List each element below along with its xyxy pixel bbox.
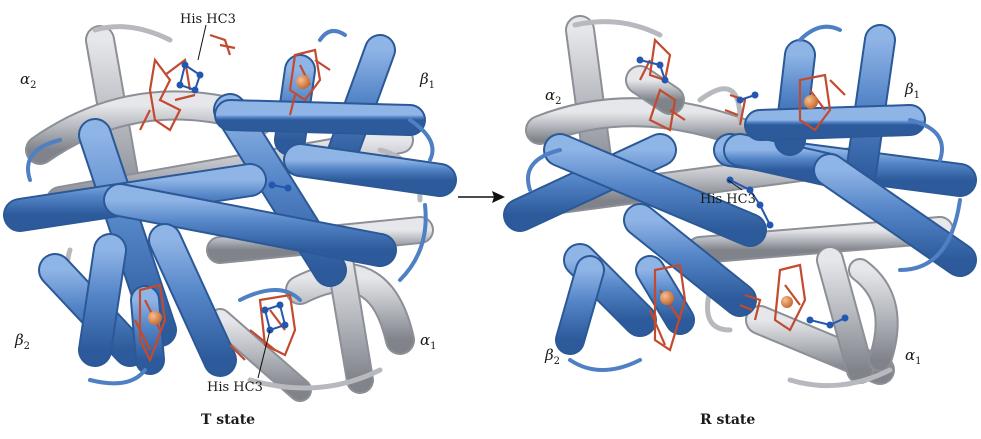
t-label-alpha2 <box>20 72 37 91</box>
t-alpha1-subscript: 1 <box>430 341 437 352</box>
r-label-beta2 <box>545 348 560 367</box>
r-label-alpha2 <box>545 88 562 107</box>
r-beta1-symbol: β <box>905 80 914 98</box>
t-alpha2-symbol: α <box>20 70 31 88</box>
r-beta2-subscript: 2 <box>553 356 561 367</box>
t-beta2-subscript: 2 <box>23 341 31 352</box>
t-state-caption: T state <box>201 412 256 428</box>
r-beta2-symbol: β <box>545 346 554 364</box>
t-beta1-symbol: β <box>420 70 429 88</box>
transition-arrow <box>458 191 505 203</box>
t-alpha2-subscript: 2 <box>30 80 37 91</box>
t-his-hc3-top-label: His HC3 <box>180 12 236 27</box>
r-label-alpha1 <box>905 348 922 367</box>
t-beta1-subscript: 1 <box>428 80 436 91</box>
t-alpha1-symbol: α <box>420 331 431 349</box>
t-label-beta1 <box>420 72 435 91</box>
t-his-hc3-bottom-label: His HC3 <box>207 380 263 395</box>
t-label-beta2 <box>15 333 30 352</box>
r-alpha2-symbol: α <box>545 86 556 104</box>
r-alpha1-symbol: α <box>905 346 916 364</box>
r-beta1-subscript: 1 <box>913 90 921 101</box>
r-label-beta1 <box>905 82 920 101</box>
t-label-alpha1 <box>420 333 437 352</box>
r-alpha1-subscript: 1 <box>915 356 922 367</box>
t-state-structure <box>20 25 440 390</box>
t-beta2-symbol: β <box>15 331 24 349</box>
r-his-hc3-label: His HC3 <box>700 192 756 207</box>
r-state-caption: R state <box>700 412 756 428</box>
r-alpha2-subscript: 2 <box>555 96 562 107</box>
